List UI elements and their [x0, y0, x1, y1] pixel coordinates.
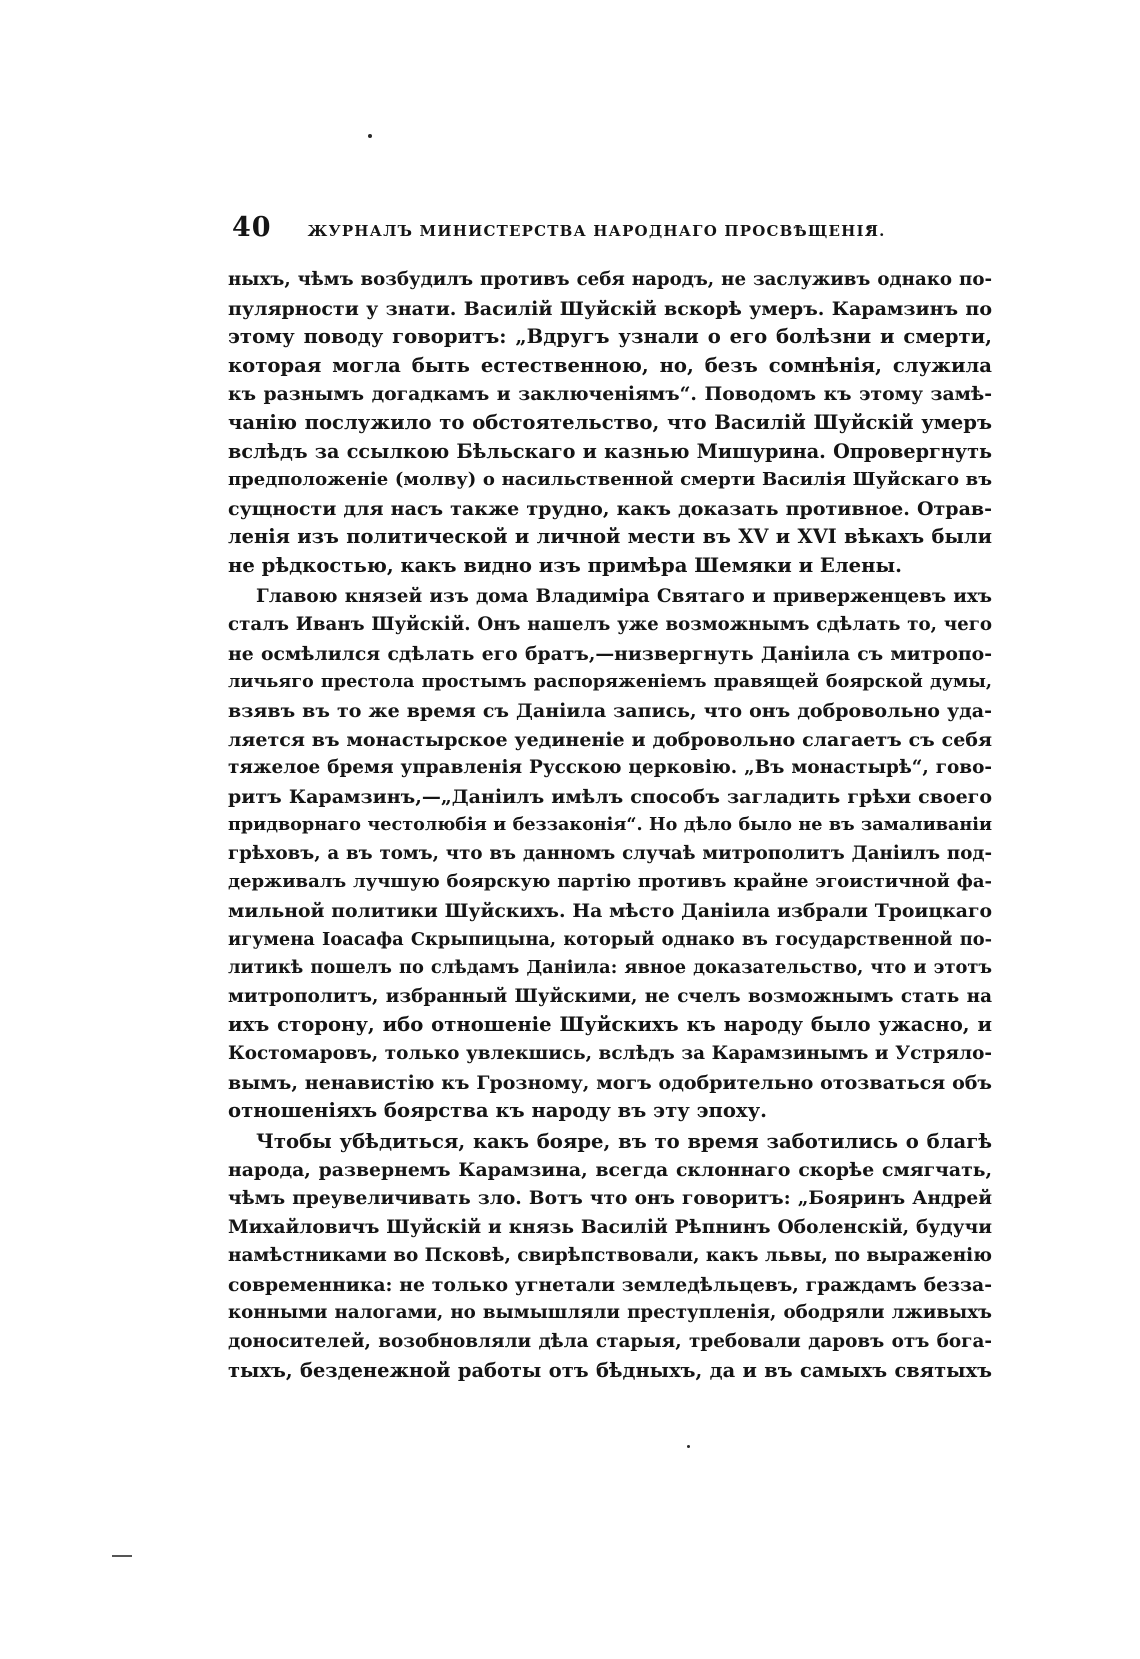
- text-line: мильной политики Шуйскихъ. На мѣсто Даніила избрали Троицкаго: [228, 900, 992, 923]
- text-line: митрополитъ, избранный Шуйскими, не счелъ возможнымъ стать на: [228, 985, 992, 1007]
- text-line: отношеніяхъ боярства къ народу въ эту эпоху.: [228, 1099, 767, 1123]
- text-line: пулярности у знати. Василій Шуйскій вскорѣ умеръ. Карамзинъ по: [228, 297, 992, 320]
- text-line: чанію послужило то обстоятельство, что Василій Шуйскій умеръ: [228, 410, 992, 434]
- text-line: сталъ Иванъ Шуйскій. Онъ нашелъ уже возможнымъ сдѣлать то, чего: [228, 614, 992, 636]
- body-text: [228, 266, 992, 1387]
- text-line: народа, развернемъ Карамзина, всегда склоннаго скорѣе смягчать,: [228, 1159, 992, 1182]
- text-line: литикѣ пошелъ по слѣдамъ Даніила: явное доказательство, что и этотъ: [228, 957, 992, 979]
- text-line: намѣстниками во Псковѣ, свирѣпствовали, какъ львы, по выраженію: [228, 1245, 993, 1267]
- text-line: къ разнымъ догадкамъ и заключеніямъ“. Поводомъ къ этому замѣ-: [228, 383, 992, 406]
- text-line: доносителей, возобновляли дѣла старыя, требовали даровъ отъ бога-: [228, 1330, 992, 1352]
- text-line: ленія изъ политической и личной мести въ XV и XVI вѣкахъ были: [228, 525, 992, 549]
- text-line: сущности для насъ также трудно, какъ доказать противное. Отрав-: [228, 497, 992, 520]
- paragraph-3: [228, 1128, 992, 1385]
- text-line: которая могла быть естественною, но, безъ сомнѣнія, служила: [228, 353, 992, 377]
- text-line: чѣмъ преувеличивать зло. Вотъ что онъ говоритъ: „Бояринъ Андрей: [228, 1188, 992, 1209]
- text-line: Михайловичъ Шуйскій и князь Василій Рѣпнинъ Оболенскій, будучи: [228, 1216, 992, 1238]
- text-line: ныхъ, чѣмъ возбудилъ противъ себя народъ, не заслуживъ однако по-: [228, 269, 992, 290]
- text-line: игумена Іоасафа Скрыпицына, который однако въ государственной по-: [228, 928, 992, 950]
- running-title: ЖУРНАЛЪ МИНИСТЕРСТВА НАРОДНАГО ПРОСВѢЩЕНІЯ.: [307, 222, 886, 240]
- text-line: вымъ, ненавистію къ Грозному, могъ одобрительно отозваться объ: [228, 1071, 992, 1094]
- text-line: грѣховъ, а въ томъ, что въ данномъ случаѣ митрополитъ Даніилъ под-: [228, 842, 992, 864]
- text-line: не осмѣлился сдѣлать его братъ,—низвергнуть Даніила съ митропо-: [228, 642, 992, 665]
- paragraph-2: [228, 583, 992, 1126]
- text-line: тыхъ, безденежной работы отъ бѣдныхъ, да и въ самыхъ святыхъ: [228, 1358, 992, 1382]
- page-header: [232, 212, 992, 243]
- text-line: вслѣдъ за ссылкою Бѣльскаго и казнью Мишурина. Опровергнуть: [228, 439, 992, 463]
- text-line: придворнаго честолюбія и беззаконія“. Но дѣло было не въ замаливаніи: [228, 814, 992, 836]
- page-number: 40: [232, 212, 272, 243]
- text-line: взявъ въ то же время съ Даніила запись, что онъ добровольно уда-: [228, 699, 992, 722]
- ink-speck: [368, 134, 372, 138]
- text-line: ляется въ монастырское уединеніе и добровольно слагаетъ съ себя: [228, 728, 992, 751]
- text-line: тяжелое бремя управленія Русскою церковію. „Въ монастырѣ“, гово-: [228, 757, 992, 779]
- text-line: современника: не только угнетали земледѣльцевъ, граждамъ безза-: [228, 1273, 992, 1296]
- ink-speck: [687, 1445, 690, 1448]
- margin-mark: [112, 1555, 132, 1557]
- text-line: Чтобы убѣдиться, какъ бояре, въ то время заботились о благѣ: [256, 1129, 992, 1153]
- text-line: Главою князей изъ дома Владиміра Святаго и приверженцевъ ихъ: [256, 585, 992, 607]
- text-line: ритъ Карамзинъ,—„Даніилъ имѣлъ способъ загладить грѣхи своего: [228, 785, 992, 808]
- text-line: не рѣдкостью, какъ видно изъ примѣра Шемяки и Елены.: [228, 553, 902, 577]
- text-line: предположеніе (молву) о насильственной смерти Василія Шуйскаго въ: [228, 469, 992, 491]
- text-line: этому поводу говоритъ: „Вдругъ узнали о его болѣзни и смерти,: [228, 325, 992, 349]
- text-line: ихъ сторону, ибо отношеніе Шуйскихъ къ народу было ужасно, и: [228, 1013, 992, 1037]
- text-line: держивалъ лучшую боярскую партію противъ крайне эгоистичной фа-: [228, 871, 992, 893]
- text-line: личьяго престола простымъ распоряженіемъ правящей боярской думы,: [228, 671, 992, 693]
- text-line: Костомаровъ, только увлекшись, вслѣдъ за Карамзинымъ и Устряло-: [228, 1043, 992, 1065]
- paragraph-1: [228, 266, 992, 581]
- text-line: конными налогами, но вымышляли преступленія, ободряли лживыхъ: [228, 1302, 992, 1324]
